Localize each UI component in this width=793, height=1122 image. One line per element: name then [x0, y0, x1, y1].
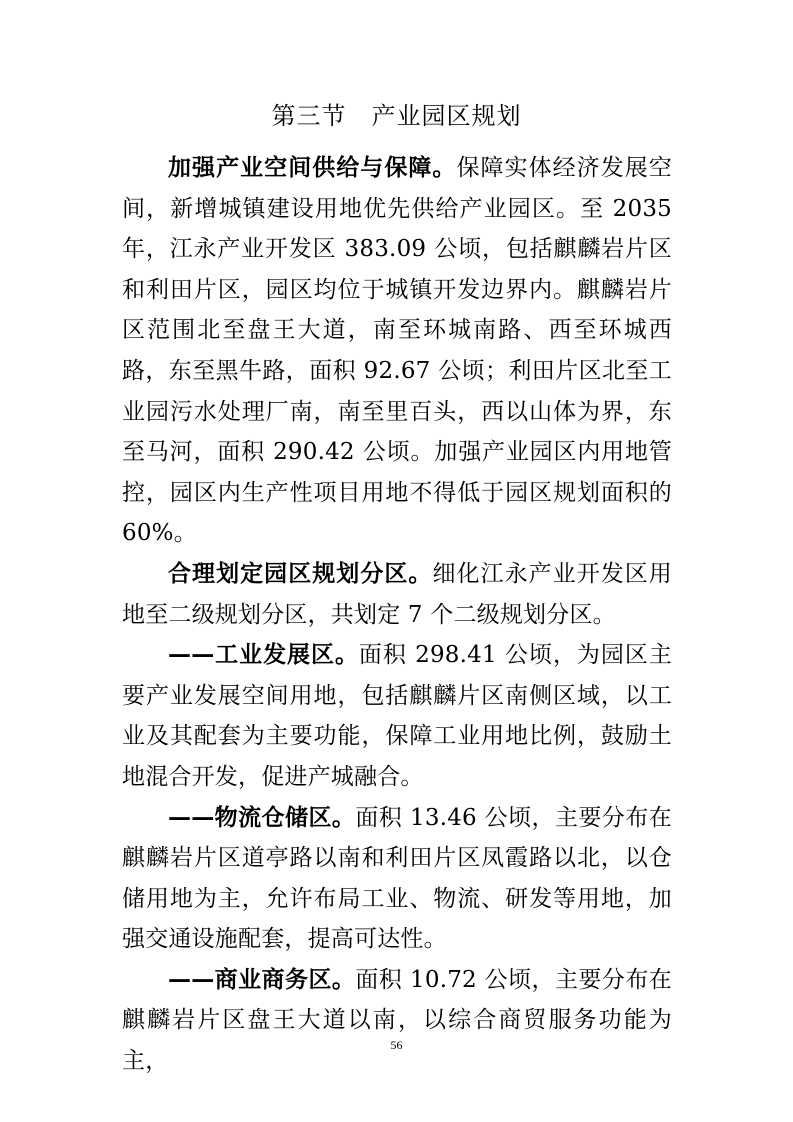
paragraph-text: 保障实体经济发展空间，新增城镇建设用地优先供给产业园区。至 2035 年，江永产业开发区 383.09 公顷，包括麒麟岩片区和利田片区，园区均位于城镇开发边界内。麒麟岩片区范围北至盘王大道，南至环城南路、西至环城西路，东至黑牛路，面积 92.67 公顷；利田片区北至工业园污水处理厂南，南至里百头，西以山体为界，东至马河，面积 290.42 公顷。加强产业园区内用地管控，园区内生产性项目用地不得低于园区规划面积的 60%。: [122, 155, 672, 547]
paragraph-lead: 加强产业空间供给与保障。: [168, 155, 457, 181]
paragraph-text: 细化江永产业开发区用地至二级规划分区，共划定 7 个二级规划分区。: [122, 560, 673, 628]
paragraph-lead: ——物流仓储区。: [168, 804, 356, 831]
paragraph-text: 面积 13.46 公顷，主要分布在麒麟岩片区道亭路以南和利田片区凤霞路以北，以仓储用地为主，允许布局工业、物流、研发等用地，加强交通设施配套，提高可达性。: [122, 804, 672, 953]
paragraph-lead: ——商业商务区。: [168, 966, 356, 993]
section-title: 第三节 产业园区规划: [271, 102, 522, 130]
paragraph-text: 面积 10.72 公顷，主要分布在麒麟岩片区盘王大道以南，以综合商贸服务功能为主，: [122, 966, 672, 1075]
paragraph-zoning: [122, 554, 672, 635]
paragraph-industrial-development-zone: [122, 635, 672, 797]
page-number: 56: [390, 1038, 403, 1052]
body-text: [122, 148, 672, 1082]
paragraph-industrial-space-supply: [122, 148, 672, 554]
paragraph-commercial-zone: [122, 960, 672, 1082]
paragraph-lead: ——工业发展区。: [168, 642, 359, 669]
paragraph-lead: 合理划定园区规划分区。: [168, 560, 433, 587]
paragraph-logistics-zone: [122, 798, 672, 960]
paragraph-text: 面积 298.41 公顷，为园区主要产业发展空间用地，包括麒麟片区南侧区域，以工业及其配套为主要功能，保障工业用地比例，鼓励土地混合开发，促进产城融合。: [122, 642, 673, 790]
